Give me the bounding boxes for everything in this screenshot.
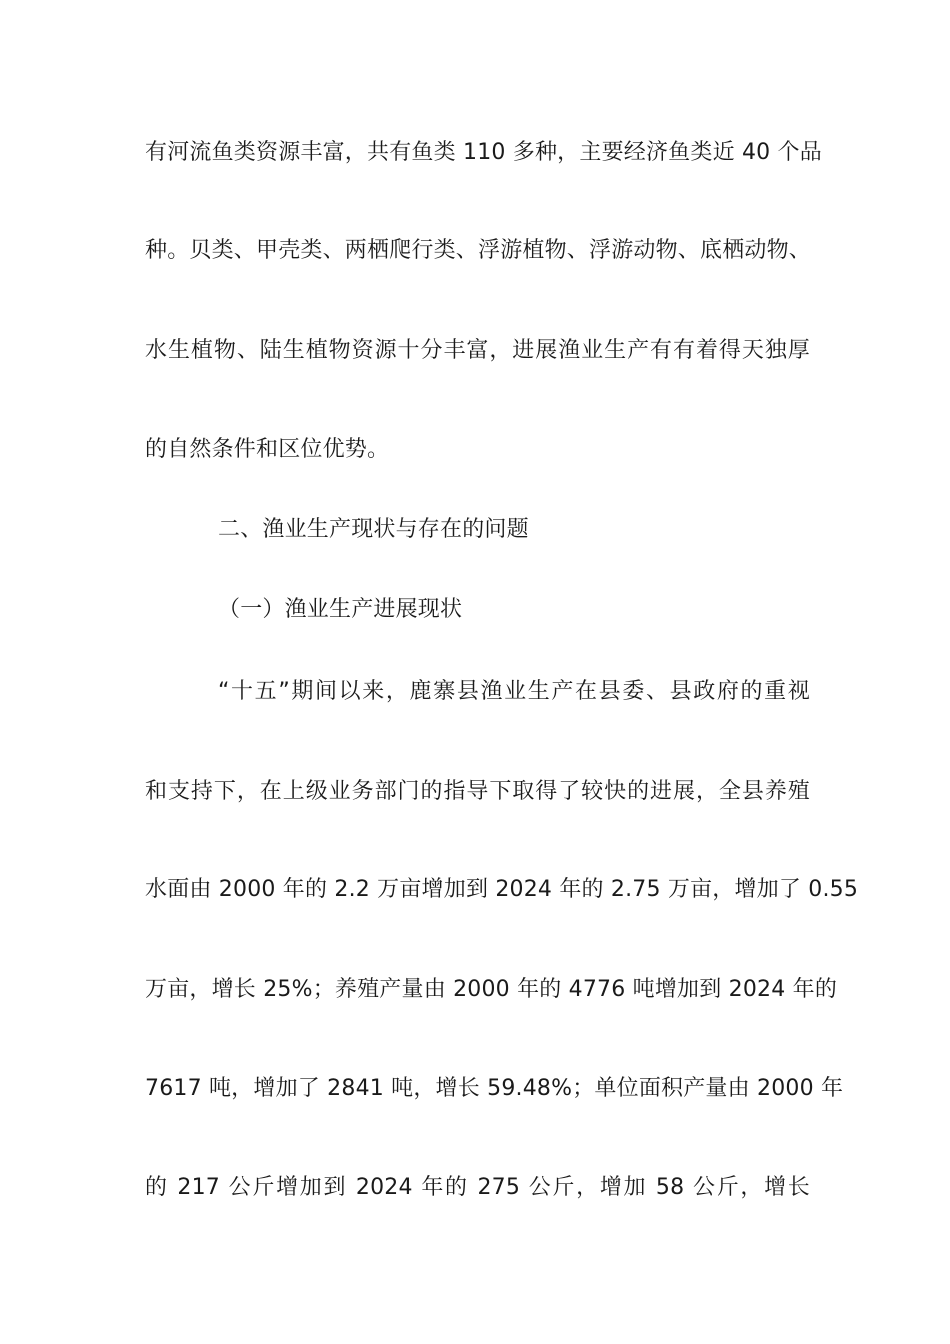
paragraph-line: 和支持下，在上级业务部门的指导下取得了较快的进展，全县养殖: [145, 779, 810, 804]
subsection-heading: （一）渔业生产进展现状: [218, 597, 463, 622]
paragraph-line: 水生植物、陆生植物资源十分丰富，进展渔业生产有有着得天独厚: [145, 338, 810, 363]
paragraph-line: 种。贝类、甲壳类、两栖爬行类、浮游植物、浮游动物、底栖动物、: [145, 238, 812, 263]
paragraph-line: 万亩，增长 25%；养殖产量由 2000 年的 4776 吨增加到 2024 年的: [145, 977, 838, 1002]
paragraph-line: 的自然条件和区位优势。: [145, 437, 390, 462]
section-heading: 二、渔业生产现状与存在的问题: [218, 517, 529, 542]
paragraph-line: 有河流鱼类资源丰富，共有鱼类 110 多种，主要经济鱼类近 40 个品: [145, 140, 822, 165]
paragraph-line: 7617 吨，增加了 2841 吨，增长 59.48%；单位面积产量由 2000 年: [145, 1076, 844, 1101]
paragraph-line: 水面由 2000 年的 2.2 万亩增加到 2024 年的 2.75 万亩，增加了 0.55: [145, 877, 859, 902]
paragraph-line: 的 217 公斤增加到 2024 年的 275 公斤，增加 58 公斤，增长: [145, 1175, 810, 1200]
paragraph-line: “十五”期间以来，鹿寨县渔业生产在县委、县政府的重视: [218, 679, 810, 704]
